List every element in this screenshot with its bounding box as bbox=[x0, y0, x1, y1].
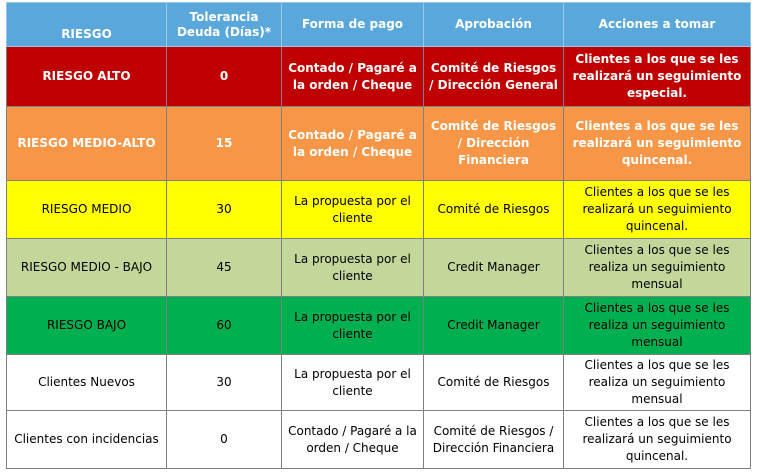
aprobacion-value: Comité de Riesgos bbox=[424, 181, 564, 239]
forma-pago-value: Contado / Pagaré a la orden / Cheque bbox=[282, 107, 424, 181]
riesgo-name: RIESGO MEDIO - BAJO bbox=[7, 239, 167, 297]
header-riesgo: RIESGO bbox=[7, 3, 167, 47]
acciones-value: Clientes a los que se les realizará un seguimiento quincenal. bbox=[564, 411, 751, 469]
riesgo-name: RIESGO MEDIO-ALTO bbox=[7, 107, 167, 181]
riesgo-name: RIESGO MEDIO bbox=[7, 181, 167, 239]
header-aprobacion: Aprobación bbox=[424, 3, 564, 47]
aprobacion-value: Credit Manager bbox=[424, 239, 564, 297]
aprobacion-value: Credit Manager bbox=[424, 297, 564, 355]
table-row bbox=[7, 107, 751, 181]
tolerancia-value: 15 bbox=[167, 107, 282, 181]
aprobacion-value: Comité de Riesgos / Dirección Financiera bbox=[424, 107, 564, 181]
tolerancia-value: 30 bbox=[167, 181, 282, 239]
riesgo-name: Clientes Nuevos bbox=[7, 355, 167, 411]
acciones-value: Clientes a los que se les realizará un seguimiento especial. bbox=[564, 47, 751, 107]
forma-pago-value: La propuesta por el cliente bbox=[282, 297, 424, 355]
riesgo-name: RIESGO BAJO bbox=[7, 297, 167, 355]
forma-pago-value: La propuesta por el cliente bbox=[282, 355, 424, 411]
forma-pago-value: La propuesta por el cliente bbox=[282, 181, 424, 239]
acciones-value: Clientes a los que se les realiza un seguimiento mensual bbox=[564, 239, 751, 297]
table-row bbox=[7, 297, 751, 355]
header-tolerancia: Tolerancia Deuda (Días)* bbox=[167, 3, 282, 47]
header-row bbox=[7, 3, 751, 47]
table-row bbox=[7, 181, 751, 239]
acciones-value: Clientes a los que se les realiza un seguimiento mensual bbox=[564, 355, 751, 411]
riesgo-name: RIESGO ALTO bbox=[7, 47, 167, 107]
tolerancia-value: 30 bbox=[167, 355, 282, 411]
tolerancia-value: 45 bbox=[167, 239, 282, 297]
table-row bbox=[7, 47, 751, 107]
risk-table bbox=[6, 2, 751, 469]
tolerancia-value: 60 bbox=[167, 297, 282, 355]
header-forma-pago: Forma de pago bbox=[282, 3, 424, 47]
forma-pago-value: Contado / Pagaré a la orden / Cheque bbox=[282, 411, 424, 469]
riesgo-name: Clientes con incidencias bbox=[7, 411, 167, 469]
forma-pago-value: Contado / Pagaré a la orden / Cheque bbox=[282, 47, 424, 107]
aprobacion-value: Comité de Riesgos / Dirección General bbox=[424, 47, 564, 107]
acciones-value: Clientes a los que se les realiza un seguimiento mensual bbox=[564, 297, 751, 355]
forma-pago-value: La propuesta por el cliente bbox=[282, 239, 424, 297]
tolerancia-value: 0 bbox=[167, 47, 282, 107]
acciones-value: Clientes a los que se les realizará un seguimiento quincenal. bbox=[564, 107, 751, 181]
table-row bbox=[7, 411, 751, 469]
aprobacion-value: Comité de Riesgos / Dirección Financiera bbox=[424, 411, 564, 469]
header-acciones: Acciones a tomar bbox=[564, 3, 751, 47]
aprobacion-value: Comité de Riesgos bbox=[424, 355, 564, 411]
table-row bbox=[7, 239, 751, 297]
tolerancia-value: 0 bbox=[167, 411, 282, 469]
acciones-value: Clientes a los que se les realizará un seguimiento quincenal. bbox=[564, 181, 751, 239]
table-row bbox=[7, 355, 751, 411]
